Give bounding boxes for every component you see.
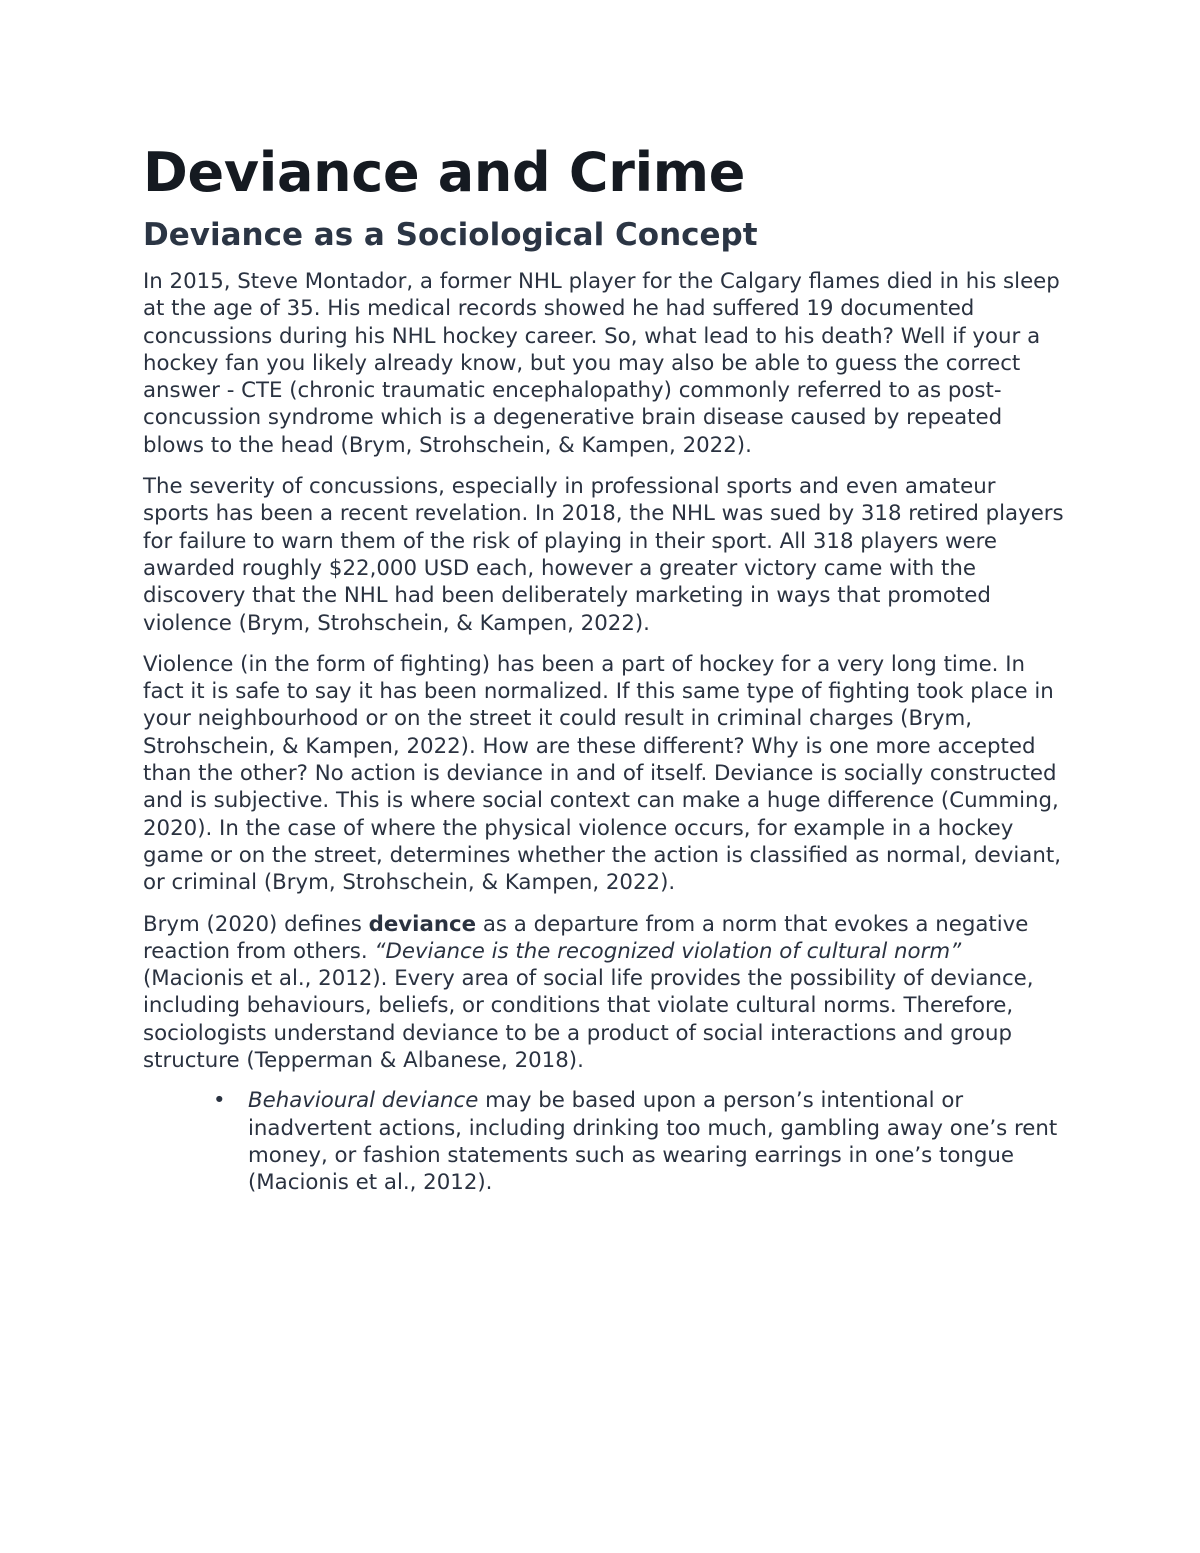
definition-quote: “Deviance is the recognized violation of cultural norm”	[374, 938, 962, 964]
definition-after-term: as a departure from a norm that evokes a negative reaction from others.	[143, 911, 1029, 964]
list-item	[213, 1087, 1068, 1196]
list-item-text: may be based upon a person’s intentional or inadvertent actions, including drinking too much, gambling away one’s rent money, or fashion statements such as wearing earrings in one’s tongue (Macionis et al., 2012).	[248, 1088, 1058, 1196]
definition-lead: Brym (2020) defines	[143, 911, 369, 937]
paragraph-concussions: The severity of concussions, especially in professional sports and even amateur sports has been a recent revelation. In 2018, the NHL was sued by 318 retired players for failure to warn them of the risk of playing in their sport. All 318 players were awarded roughly $22,000 USD each, however a greater victory came with the discovery that the NHL had been deliberately marketing in ways that promoted violence (Brym, Strohschein, & Kampen, 2022).	[143, 474, 1064, 636]
definition-term: deviance	[368, 911, 477, 937]
paragraph-montador: In 2015, Steve Montador, a former NHL player for the Calgary flames died in his sleep at the age of 35. His medical records showed he had suffered 19 documented concussions during his NHL hockey career. So, what lead to his death? Well if your a hockey fan you likely already know, but you may also be able to guess the correct answer - CTE (chronic traumatic encephalopathy) commonly referred to as post-concussion syndrome which is a degenerative brain disease caused by repeated blows to the head (Brym, Strohschein, & Kampen, 2022).	[143, 269, 1060, 458]
list-item-term: Behavioural deviance	[248, 1088, 479, 1114]
bullet-icon: •	[213, 1088, 226, 1114]
document-page	[143, 140, 1068, 1197]
document-title: Deviance and Crime	[143, 141, 746, 204]
paragraph-definition	[143, 911, 1068, 1075]
paragraph-violence: Violence (in the form of fighting) has been a part of hockey for a very long time. In fact it is safe to say it has been normalized. If this same type of fighting took place in your neighbourhood or on the street it could result in criminal charges (Brym, Strohschein, & Kampen, 2022). How are these different? Why is one more accepted than the other? No action is deviance in and of itself. Deviance is socially constructed and is subjective. This is where social context can make a huge difference (Cumming, 2020). In the case of where the physical violence occurs, for example in a hockey game or on the street, determines whether the action is classified as normal, deviant, or criminal (Brym, Strohschein, & Kampen, 2022).	[143, 651, 1061, 896]
deviance-types-list	[143, 1087, 1068, 1196]
section-heading: Deviance as a Sociological Concept	[143, 217, 758, 253]
definition-rest: (Macionis et al., 2012). Every area of social life provides the possibility of deviance, including behaviours, beliefs, or conditions that violate cultural norms. Therefore, sociologists understand deviance to be a product of social interactions and group structure (Tepperman & Albanese, 2018).	[143, 966, 1034, 1074]
